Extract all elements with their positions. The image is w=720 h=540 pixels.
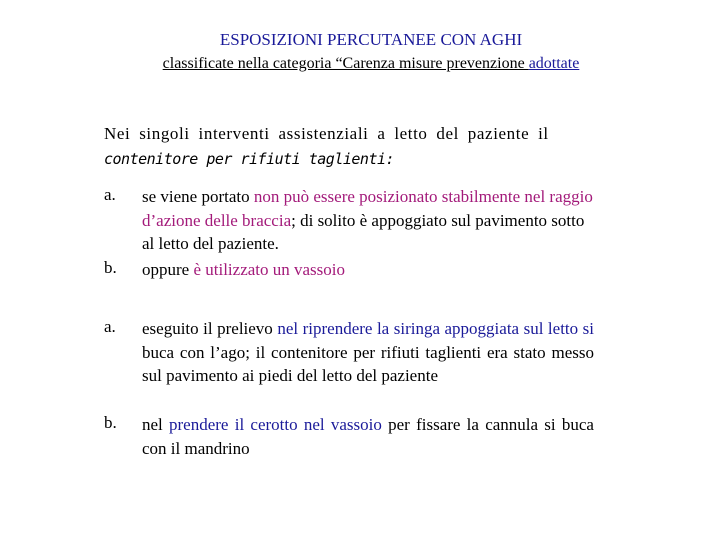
list-marker-b-1: b. — [104, 258, 117, 277]
item-a2-text-2: buca con l’ago; il contenitore per rifiuti taglienti era stato messo sul pavimento ai piedi del letto del paziente — [142, 342, 594, 385]
item-a1-text-2: ; di solito è appoggiato sul pavimento sotto al letto del paziente. — [142, 210, 585, 253]
subtitle-suffix: adottate — [528, 55, 580, 72]
intro-line-1: Nei singoli interventi assistenziali a letto del paziente il — [104, 124, 549, 143]
list-marker-b-2: b. — [104, 413, 117, 432]
item-a2-highlight: nel riprendere la siringa appoggiata sul letto si — [277, 319, 594, 338]
item-b2-text-2: per fissare la cannula si buca con il mandrino — [142, 415, 594, 458]
item-b2-text-1: nel — [142, 415, 170, 434]
item-b1-text-1: oppure — [142, 260, 194, 279]
list-item-a-1 — [142, 185, 594, 256]
page-subtitle — [0, 55, 720, 73]
list-item-b-2 — [142, 413, 594, 460]
list-item-a-2 — [142, 317, 594, 388]
item-a1-text-1: se viene portato — [142, 187, 254, 206]
item-b2-highlight: prendere il cerotto nel vassoio — [169, 415, 382, 434]
page-title: ESPOSIZIONI PERCUTANEE CON AGHI — [219, 30, 523, 49]
item-a1-highlight: non può essere posizionato stabilmente nel raggio d’azione delle braccia — [142, 187, 593, 230]
intro-line-2: contenitore per rifiuti taglienti: — [104, 150, 395, 168]
item-a2-text-1: eseguito il prelievo — [142, 319, 278, 338]
list-marker-a-1: a. — [104, 185, 116, 204]
list-item-b-1 — [142, 258, 594, 282]
item-b1-highlight: è utilizzato un vassoio — [193, 260, 346, 279]
list-marker-a-2: a. — [104, 317, 116, 336]
subtitle-prefix: classificate nella categoria “Carenza misure prevenzione — [162, 55, 529, 72]
